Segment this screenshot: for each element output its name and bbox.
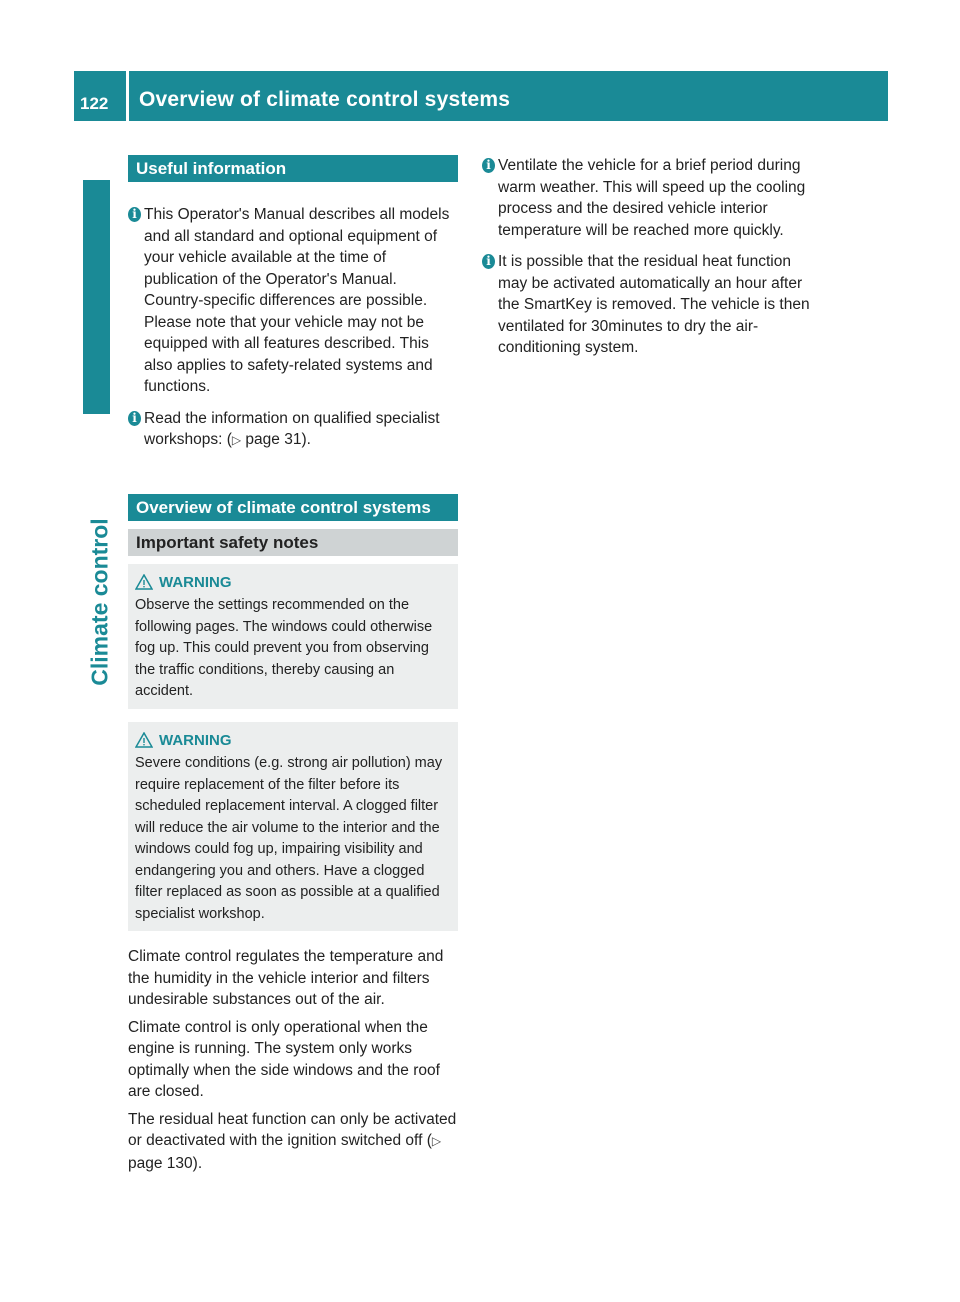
info-text: This Operator's Manual describes all models and all standard and optional equipment of your vehicle available at the time of publication of the Operator's Manual. Country-specific differences are possible. Please note that your vehicle may not be equipped with all features described. This also applies to safety-related systems and functions. — [144, 206, 450, 395]
info-icon: i — [128, 207, 141, 222]
info-text: It is possible that the residual heat function may be activated automatically an hour after the SmartKey is removed. The vehicle is then ventilated for 30minutes to dry the air-conditioning system. — [498, 253, 810, 356]
right-column — [482, 155, 814, 369]
body-text-part: The residual heat function can only be activated or deactivated with the ignition switched off ( — [128, 1110, 457, 1149]
warning-header — [135, 730, 451, 752]
page-number: 122 — [80, 94, 109, 113]
info-text — [144, 408, 458, 452]
side-tab — [83, 180, 110, 414]
info-note — [482, 155, 814, 241]
info-text-part: Read the information on qualified specialist workshops: ( — [144, 409, 440, 448]
subsection-heading: Important safety notes — [128, 529, 458, 556]
warning-label: WARNING — [159, 731, 232, 749]
page-ref-arrow-icon: ▷ — [431, 1134, 442, 1148]
info-icon: i — [482, 158, 495, 173]
page-ref[interactable]: page 31 — [245, 431, 302, 448]
side-tab-label: Climate control — [86, 518, 113, 686]
info-text: Ventilate the vehicle for a brief period during warm weather. This will speed up the cooling process and the desired vehicle interior temperature will be reached more quickly. — [498, 157, 806, 239]
info-note — [128, 408, 458, 452]
body-text-part: ). — [192, 1154, 203, 1172]
warning-triangle-icon — [135, 574, 153, 590]
page-ref-arrow-icon: ▷ — [231, 433, 242, 447]
info-note — [482, 251, 814, 359]
section-heading: Overview of climate control systems — [128, 494, 458, 521]
body-paragraph: Climate control regulates the temperature and the humidity in the vehicle interior and filters undesirable substances out of the air. — [128, 948, 444, 1008]
info-icon: i — [482, 254, 495, 269]
warning-text: Severe conditions (e.g. strong air pollution) may require replacement of the filter before its scheduled replacement interval. A clogged filter will reduce the air volume to the interior and the windows could fog up, impairing visibility and endangering you and others. Have a clogged filter replaced as soon as possible at a qualified specialist workshop. — [135, 755, 443, 922]
page-ref[interactable]: page 130 — [128, 1154, 193, 1172]
warning-text: Observe the settings recommended on the following pages. The windows could otherwise fog up. This could prevent you from observing the traffic conditions, thereby causing an accident. — [135, 597, 433, 699]
warning-box — [128, 722, 458, 932]
warning-header — [135, 572, 451, 594]
warning-triangle-icon — [135, 732, 153, 748]
left-column — [128, 155, 458, 1180]
info-text-part: ). — [301, 431, 311, 448]
info-note — [128, 204, 458, 398]
warning-label: WARNING — [159, 573, 232, 591]
header-separator — [126, 71, 129, 121]
warning-box — [128, 564, 458, 709]
running-title: Overview of climate control systems — [139, 88, 511, 111]
info-icon: i — [128, 411, 141, 426]
body-paragraph — [128, 1109, 458, 1175]
body-paragraph: Climate control is only operational when the engine is running. The system only works optimally when the side windows and the roof are closed. — [128, 1018, 440, 1100]
useful-info-heading: Useful information — [128, 155, 458, 182]
